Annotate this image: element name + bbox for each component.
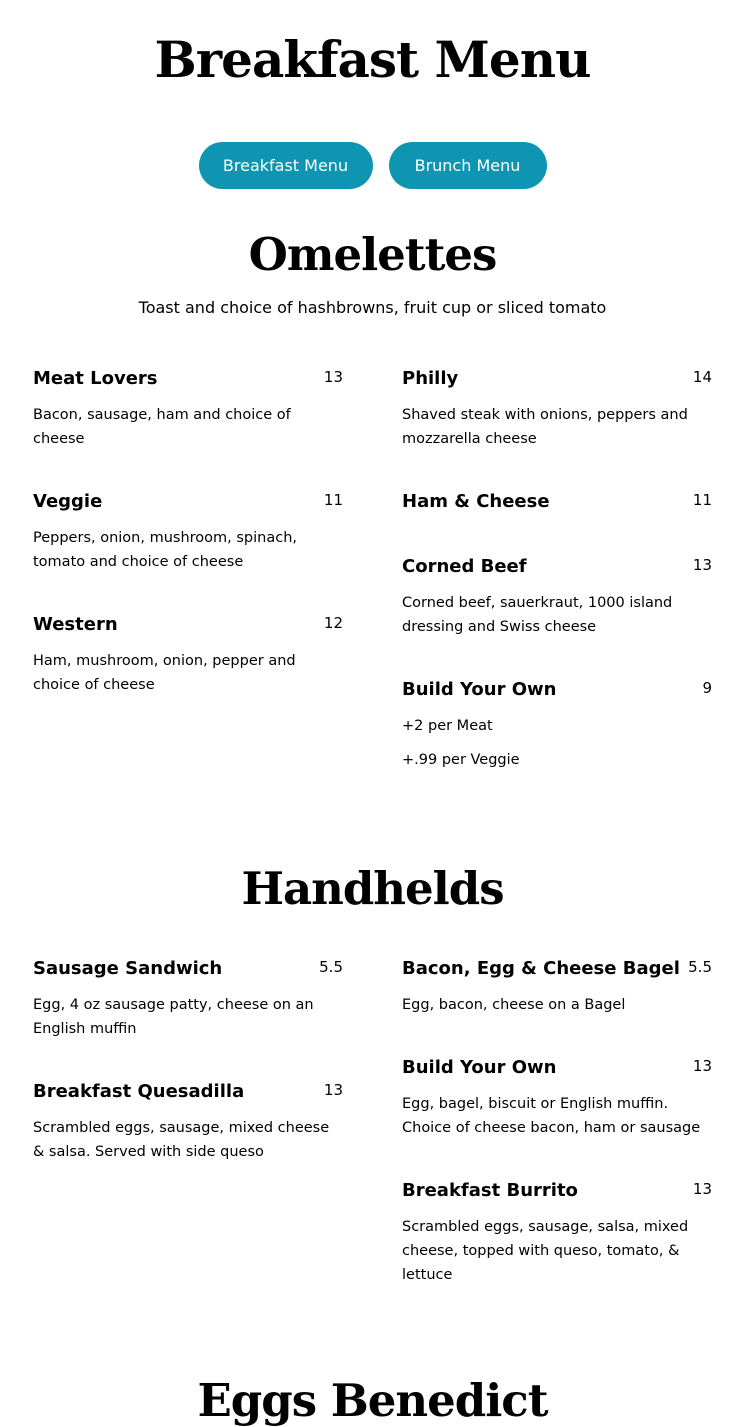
menu-item-breakfast-quesadilla xyxy=(33,1081,343,1164)
item-description: Scrambled eggs, sausage, mixed cheese & salsa. Served with side queso xyxy=(33,1120,330,1160)
item-description: Scrambled eggs, sausage, salsa, mixed cheese, topped with queso, tomato, & lettuce xyxy=(402,1219,689,1283)
menu-item-western xyxy=(33,614,343,697)
menu-item-build-your-own-omelette xyxy=(402,679,712,772)
item-name: Build Your Own xyxy=(402,679,557,700)
item-price: 13 xyxy=(692,1057,712,1075)
section-title-handhelds: Handhelds xyxy=(241,862,504,915)
menu-item-breakfast-burrito xyxy=(402,1180,712,1287)
item-name: Western xyxy=(33,614,118,635)
item-price: 12 xyxy=(323,614,343,632)
section-subtitle-omelettes: Toast and choice of hashbrowns, fruit cup or sliced tomato xyxy=(138,298,607,317)
item-price: 9 xyxy=(702,679,712,697)
item-description: Corned beef, sauerkraut, 1000 island dressing and Swiss cheese xyxy=(402,595,673,635)
breakfast-menu-button[interactable]: Breakfast Menu xyxy=(199,142,373,189)
brunch-menu-button[interactable]: Brunch Menu xyxy=(389,142,547,189)
item-name: Breakfast Burrito xyxy=(402,1180,578,1201)
item-price: 11 xyxy=(323,491,343,509)
item-description: Egg, bagel, biscuit or English muffin. Choice of cheese bacon, ham or sausage xyxy=(402,1096,701,1136)
item-price: 14 xyxy=(692,368,712,386)
item-description: Bacon, sausage, ham and choice of cheese xyxy=(33,407,291,447)
item-price: 13 xyxy=(692,1180,712,1198)
item-description: Egg, 4 oz sausage patty, cheese on an English muffin xyxy=(33,997,314,1037)
section-title-omelettes: Omelettes xyxy=(248,228,497,281)
menu-item-corned-beef xyxy=(402,556,712,639)
item-name: Bacon, Egg & Cheese Bagel xyxy=(402,958,680,979)
menu-item-meat-lovers xyxy=(33,368,343,451)
menu-item-sausage-sandwich xyxy=(33,958,343,1041)
item-name: Corned Beef xyxy=(402,556,527,577)
item-addon-meat: +2 per Meat xyxy=(402,718,493,734)
section-title-eggs-benedict: Eggs Benedict xyxy=(197,1374,548,1427)
item-addon-veggie: +.99 per Veggie xyxy=(402,752,520,768)
menu-item-bacon-egg-cheese-bagel xyxy=(402,958,712,1017)
page-title: Breakfast Menu xyxy=(154,30,591,89)
item-name: Breakfast Quesadilla xyxy=(33,1081,245,1102)
menu-item-philly xyxy=(402,368,712,451)
item-description: Peppers, onion, mushroom, spinach, tomato and choice of cheese xyxy=(33,530,298,570)
menu-switcher xyxy=(0,142,745,189)
item-description: Ham, mushroom, onion, pepper and choice of cheese xyxy=(33,653,296,693)
item-price: 13 xyxy=(323,1081,343,1099)
item-description: Egg, bacon, cheese on a Bagel xyxy=(402,997,626,1013)
item-price: 11 xyxy=(692,491,712,509)
item-name: Ham & Cheese xyxy=(402,491,550,512)
item-name: Veggie xyxy=(33,491,103,512)
item-description: Shaved steak with onions, peppers and mozzarella cheese xyxy=(402,407,688,447)
item-price: 13 xyxy=(323,368,343,386)
item-name: Sausage Sandwich xyxy=(33,958,223,979)
item-name: Philly xyxy=(402,368,459,389)
item-price: 13 xyxy=(692,556,712,574)
item-price: 5.5 xyxy=(319,958,343,976)
item-name: Build Your Own xyxy=(402,1057,557,1078)
item-name: Meat Lovers xyxy=(33,368,158,389)
item-price: 5.5 xyxy=(688,958,712,976)
menu-item-build-your-own-handheld xyxy=(402,1057,712,1140)
menu-item-ham-cheese xyxy=(402,491,712,513)
menu-item-veggie xyxy=(33,491,343,574)
